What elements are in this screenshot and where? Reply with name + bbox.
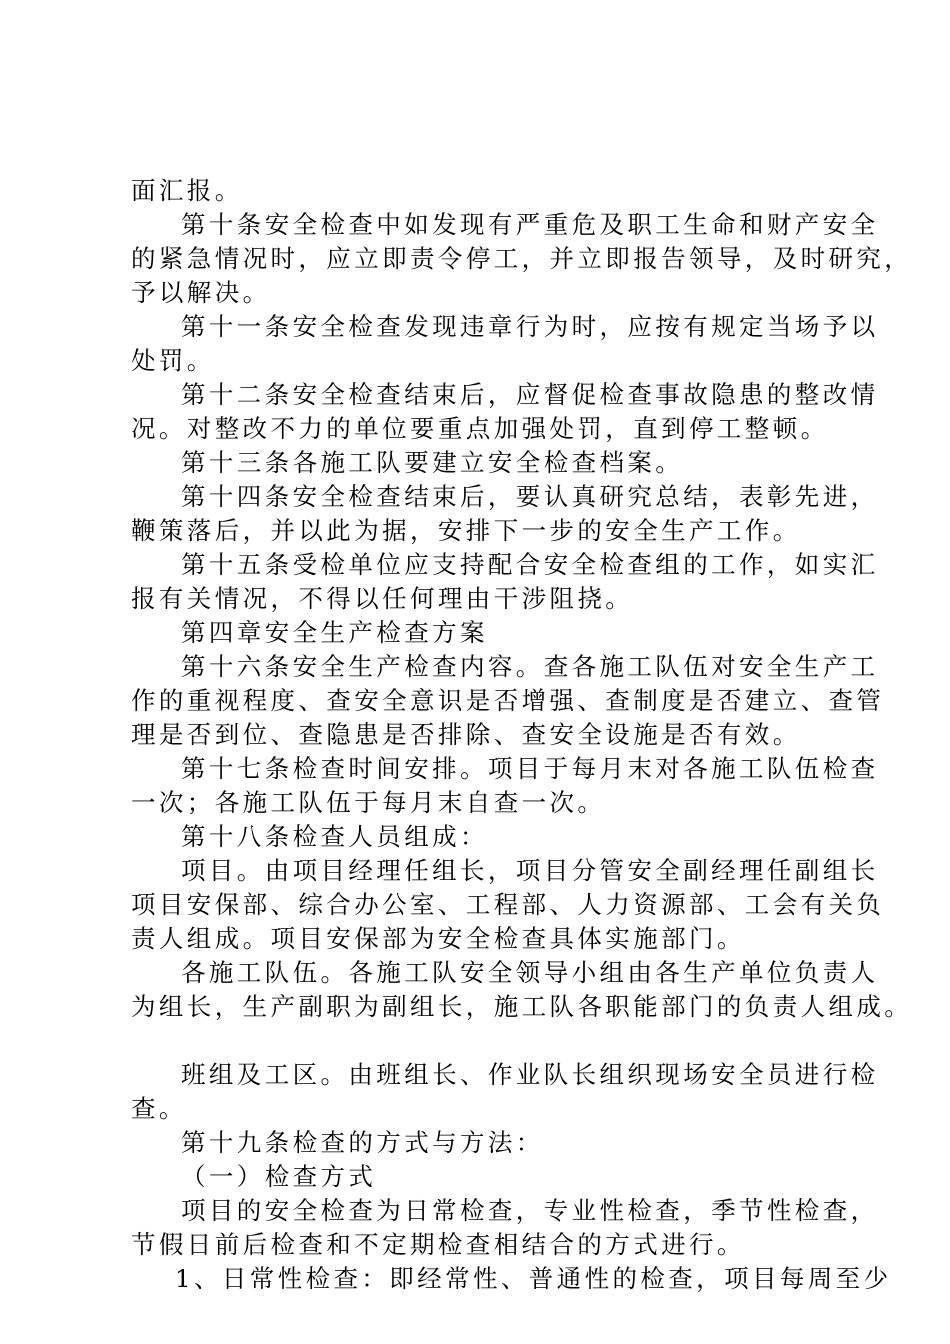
- text-line: 第十二条安全检查结束后，应督促检查事故隐患的整改情: [181, 380, 879, 409]
- text-line: 第十七条检查时间安排。项目于每月末对各施工队伍检查: [181, 754, 879, 783]
- text-line: 理是否到位、查隐患是否排除、查安全设施是否有效。: [131, 720, 801, 749]
- text-line: 为组长，生产副职为副组长，施工队各职能部门的负责人组成。: [131, 992, 913, 1021]
- text-line: 项目安保部、综合办公室、工程部、人力资源部、工会有关负: [131, 890, 885, 919]
- text-line: 报有关情况，不得以任何理由干涉阻挠。: [131, 584, 634, 613]
- text-line: 第十九条检查的方式与方法：: [181, 1128, 544, 1157]
- text-line: 第十四条安全检查结束后，要认真研究总结，表彰先进，: [181, 482, 879, 511]
- text-line: 第十五条受检单位应支持配合安全检查组的工作，如实汇: [181, 550, 879, 579]
- text-line: 第十一条安全检查发现违章行为时，应按有规定当场予以: [181, 312, 879, 341]
- text-line: 班组及工区。由班组长、作业队长组织现场安全员进行检: [181, 1060, 879, 1089]
- text-line: 一次；各施工队伍于每月末自查一次。: [131, 788, 606, 817]
- text-line: 作的重视程度、查安全意识是否增强、查制度是否建立、查管: [131, 686, 885, 715]
- text-line: 项目。由项目经理任组长，项目分管安全副经理任副组长: [181, 856, 879, 885]
- chapter-heading: 第四章安全生产检查方案: [181, 618, 488, 647]
- text-line: 责人组成。项目安保部为安全检查具体实施部门。: [131, 924, 745, 953]
- document-body: [131, 174, 913, 1296]
- text-line: 第十八条检查人员组成：: [181, 822, 488, 851]
- text-line: 节假日前后检查和不定期检查相结合的方式进行。: [131, 1230, 745, 1259]
- text-line: 第十三条各施工队要建立安全检查档案。: [181, 448, 684, 477]
- text-line: 各施工队伍。各施工队安全领导小组由各生产单位负责人: [181, 958, 879, 987]
- text-line: 第十六条安全生产检查内容。查各施工队伍对安全生产工: [181, 652, 879, 681]
- text-line: 处罚。: [131, 346, 215, 375]
- text-line: 项目的安全检查为日常检查，专业性检查，季节性检查，: [181, 1196, 879, 1225]
- text-line: 的紧急情况时，应立即责令停工，并立即报告领导，及时研究，: [131, 244, 913, 273]
- section-heading: （一）检查方式: [181, 1162, 377, 1191]
- text-line: 第十条安全检查中如发现有严重危及职工生命和财产安全: [181, 210, 879, 239]
- text-line: 面汇报。: [131, 176, 243, 205]
- text-line: 查。: [131, 1094, 187, 1123]
- text-line: 鞭策落后，并以此为据，安排下一步的安全生产工作。: [131, 516, 801, 545]
- text-line: 况。对整改不力的单位要重点加强处罚，直到停工整顿。: [131, 414, 829, 443]
- blank-line: [131, 1024, 851, 1058]
- text-line: 1、日常性检查：即经常性、普通性的检查，项目每周至少: [175, 1264, 892, 1293]
- text-line: 予以解决。: [131, 278, 271, 307]
